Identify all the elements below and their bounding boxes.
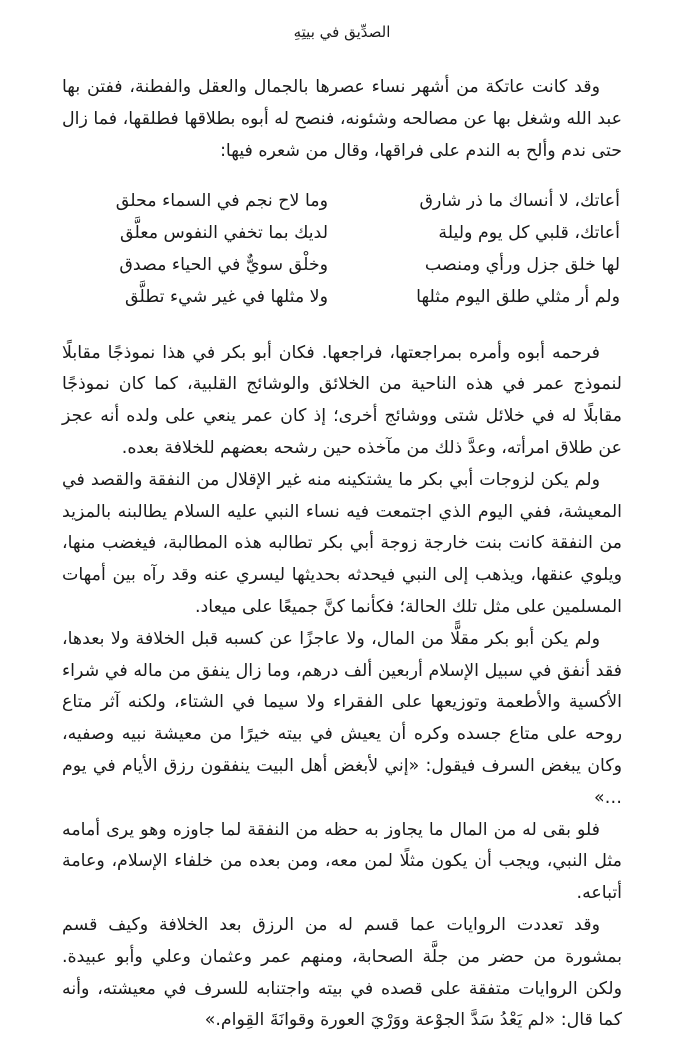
verse-first-hemistich: أعاتك، قلبي كل يوم وليلة xyxy=(438,223,620,244)
paragraph: فلو بقى له من المال ما يجاوز به حظه من النفقة لما جاوزه وهو يرى أمامه مثل النبي، ويجب أن يكون مثلًا لمن معه، ومن بعده من خلفاء الإسلام، وعامة أتباعه. xyxy=(62,819,622,904)
paragraph: وقد كانت عاتكة من أشهر نساء عصرها بالجمال والعقل والفطنة، ففتن بها عبد الله وشغل بها عن مصالحه وشئونه، فنصح له أبوه بطلاقها فطلقها، فما زال حتى ندم وألح به الندم على فراقها، وقال من شعره فيها: xyxy=(62,77,622,161)
paragraph: فرحمه أبوه وأمره بمراجعتها، فراجعها. فكان أبو بكر في هذا نموذجًا مقابلًا لنموذج عمر في هذه الناحية من الخلائق والوشائج القلبية، كما كان نموذجًا مقابلًا له في خلائل شتى ووشائج أخرى؛ إذ كان عمر ينعي على ولده أنه عجز عن طلاق امرأته، وعدَّ ذلك من مآخذه حين رشحه بعضهم للخلافة بعده. xyxy=(62,342,622,458)
verse-first-hemistich: لها خلق جزل ورأي ومنصب xyxy=(424,254,620,275)
verse-second-hemistich: ولا مثلها في غير شيء تطلَّق xyxy=(125,286,328,307)
page-title: الصدِّيق في بيتِهِ xyxy=(293,23,391,41)
poem xyxy=(62,186,622,313)
poem-verse xyxy=(62,218,622,250)
paragraph: ولم يكن لزوجات أبي بكر ما يشتكينه منه غير الإقلال من النفقة والقصد في المعيشة، ففي اليوم الذي اجتمعت فيه نساء النبي عليه السلام يطالبنه بالمزيد من النفقة كانت بنت خارجة زوجة أبي بكر تطالبه هذه المطالبة، فيغضب منها، ويلوي عنقها، ويذهب إلى النبي فيحدثه بحديثها ليسري عنه وقد رآه بين أمهات المسلمين على مثل تلك الحالة؛ فكأنما كنَّ جميعًا على ميعاد. xyxy=(62,469,622,617)
paragraph: ولم يكن أبو بكر مقلًّا من المال، ولا عاجزًا عن كسبه قبل الخلافة ولا بعدها، فقد أنفق في سبيل الإسلام أربعين ألف درهم، وما زال ينفق من ماله في شراء الأكسية والأطعمة وتوزيعها على الفقراء ولا سيما في الشتاء، ولكنه آثر متاع روحه على متاع جسده وكره أن يعيش في بيته خيرًا من معيشة نبيه وصفيه، وكان يبغض السرف فيقول: «إني لأبغض أهل البيت ينفقون رزق الأيام في يوم …» xyxy=(62,628,622,808)
verse-first-hemistich: أعاتك، لا أنساك ما ذر شارق xyxy=(419,191,620,212)
verse-second-hemistich: لديك بما تخفي النفوس معلَّق xyxy=(120,223,328,244)
poem-verse xyxy=(62,250,622,282)
verse-first-hemistich: ولم أر مثلي طلق اليوم مثلها xyxy=(416,286,620,307)
document-page xyxy=(62,0,622,1031)
verse-second-hemistich: وما لاح نجم في السماء محلق xyxy=(115,191,328,212)
paragraph: وقد تعددت الروايات عما قسم له من الرزق بعد الخلافة وكيف قسم بمشورة من حضر من جلَّة الصحابة، ومنهم عمر وعثمان وعلي وأبو عبيدة. ولكن الروايات متفقة على قصده في بيته واجتنابه للسرف في معيشته، وأنه كما قال: «لم يَعْدُ سَدَّ الجوْعة ووَرْيَ العورة وقوانَةَ القِوام.» xyxy=(62,914,622,1031)
poem-verse xyxy=(62,282,622,314)
verse-second-hemistich: وخلْق سويٌّ في الحياء مصدق xyxy=(119,254,328,275)
poem-verse xyxy=(62,186,622,218)
